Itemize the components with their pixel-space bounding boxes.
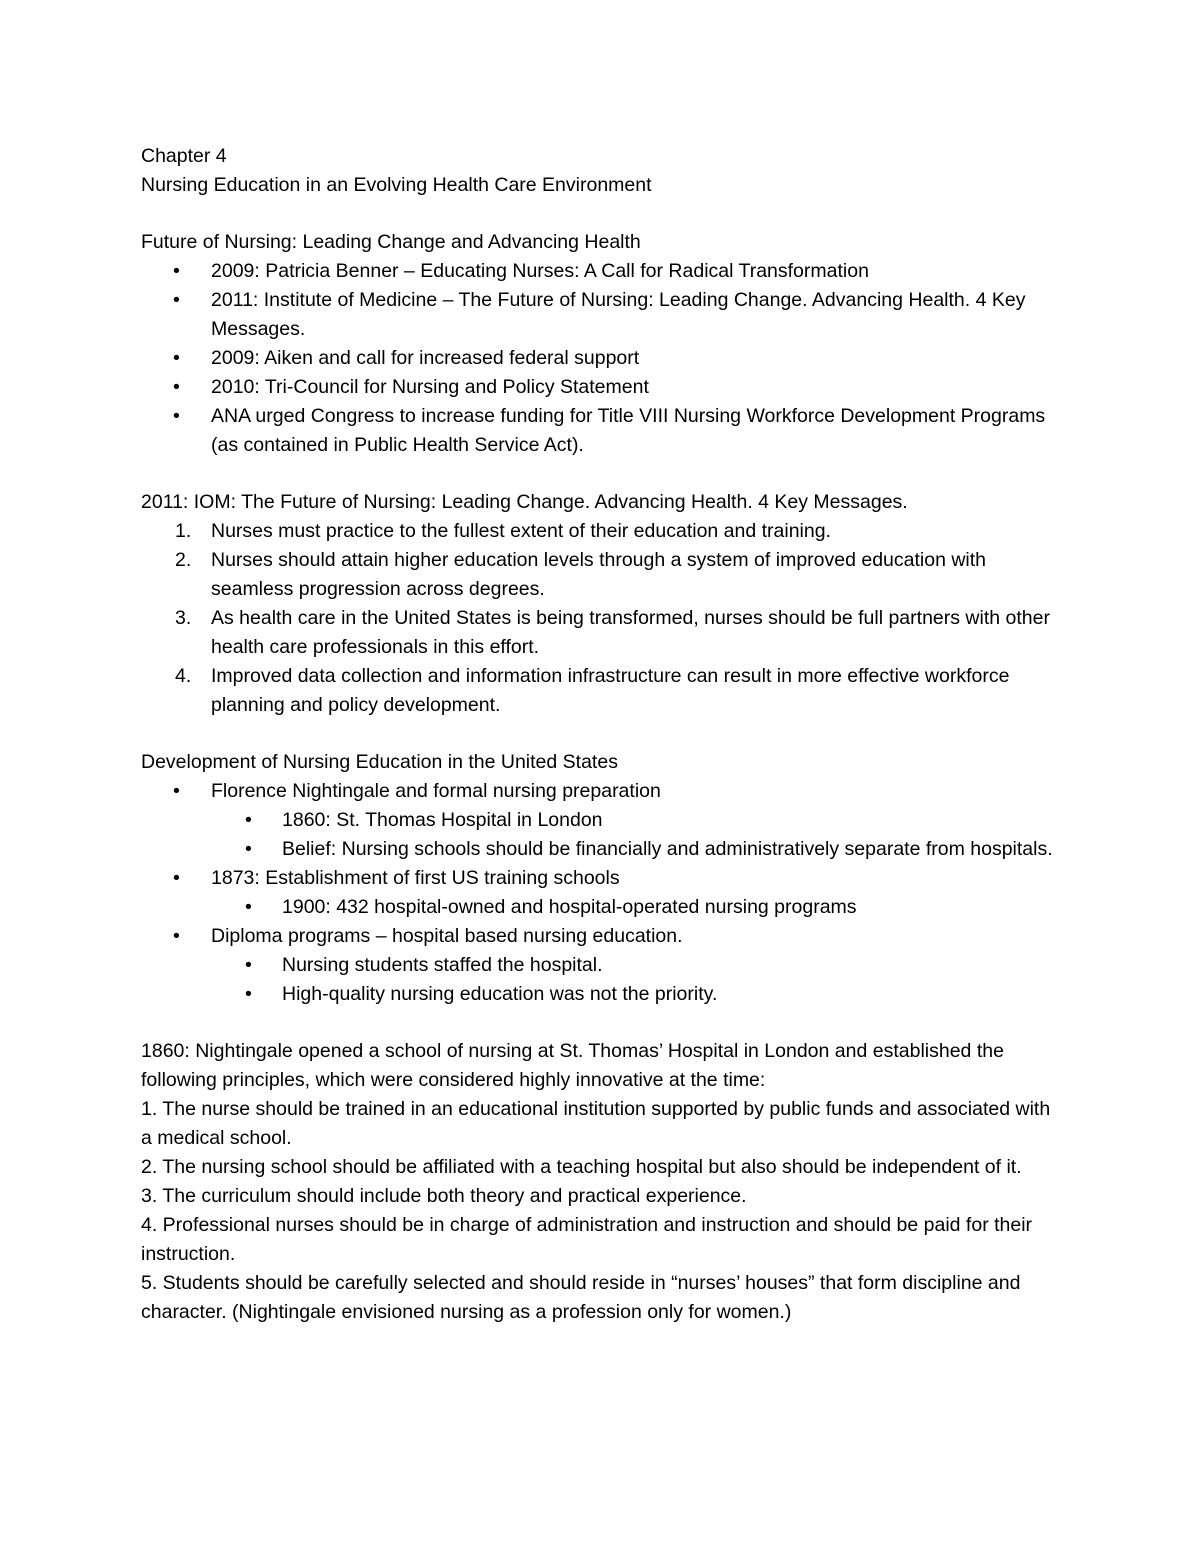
development-list	[141, 777, 1061, 806]
nightingale-intro-paragraph: 1860: Nightingale opened a school of nursing at St. Thomas’ Hospital in London and established the following principles, which were considered highly innovative at the time:	[141, 1040, 1004, 1091]
list-item	[141, 662, 1061, 720]
bullet-marker: •	[245, 896, 252, 918]
sub-list-item	[141, 980, 1061, 1009]
future-of-nursing-list	[141, 257, 1061, 460]
list-item	[141, 922, 1061, 951]
principle-paragraph: 5. Students should be carefully selected and should reside in “nurses’ houses” that form discipline and character. (Nightingale envisioned nursing as a profession only for women.)	[141, 1272, 1021, 1323]
principle-paragraph: 4. Professional nurses should be in charge of administration and instruction and should be paid for their instruction.	[141, 1214, 1033, 1265]
section-heading-future-of-nursing: Future of Nursing: Leading Change and Advancing Health	[141, 231, 641, 253]
list-item-text: Nurses must practice to the fullest extent of their education and training.	[211, 520, 832, 542]
list-item	[141, 286, 1061, 344]
spacer	[141, 460, 1061, 488]
spacer	[141, 200, 1061, 228]
sub-list-item	[141, 951, 1061, 980]
sub-list-item	[141, 835, 1061, 864]
list-item-text: 1873: Establishment of first US training schools	[211, 867, 620, 889]
sub-list-item	[141, 806, 1061, 835]
number-marker: 4.	[175, 665, 192, 687]
list-item-text: 2009: Patricia Benner – Educating Nurses: A Call for Radical Transformation	[211, 260, 869, 282]
list-item-text: 1900: 432 hospital-owned and hospital-operated nursing programs	[282, 896, 857, 918]
nightingale-sublist	[141, 806, 1061, 864]
development-list-continued	[141, 864, 1061, 893]
list-item	[141, 546, 1061, 604]
sub-list-item	[141, 893, 1061, 922]
bullet-marker: •	[245, 954, 252, 976]
list-item	[141, 517, 1061, 546]
list-item-text: 2011: Institute of Medicine – The Future of Nursing: Leading Change. Advancing Health. 4 Key Messages.	[211, 289, 1026, 340]
principle-paragraph: 3. The curriculum should include both theory and practical experience.	[141, 1185, 747, 1207]
bullet-marker: •	[173, 780, 180, 802]
bullet-marker: •	[173, 867, 180, 889]
key-messages-list	[141, 517, 1061, 720]
bullet-marker: •	[173, 260, 180, 282]
bullet-marker: •	[173, 347, 180, 369]
bullet-marker: •	[173, 925, 180, 947]
list-item-text: Nurses should attain higher education levels through a system of improved education with seamless progression across degrees.	[211, 549, 987, 600]
bullet-marker: •	[245, 809, 252, 831]
spacer	[141, 1009, 1061, 1037]
chapter-label: Chapter 4	[141, 145, 227, 167]
principle-paragraph: 1. The nurse should be trained in an educational institution supported by public funds and associated with a medical school.	[141, 1098, 1051, 1149]
training-schools-sublist	[141, 893, 1061, 922]
number-marker: 2.	[175, 549, 192, 571]
list-item-text: Diploma programs – hospital based nursing education.	[211, 925, 683, 947]
document-page	[141, 142, 1061, 1327]
bullet-marker: •	[173, 405, 180, 427]
chapter-title: Nursing Education in an Evolving Health Care Environment	[141, 174, 652, 196]
development-list-continued	[141, 922, 1061, 951]
diploma-programs-sublist	[141, 951, 1061, 1009]
list-item-text: As health care in the United States is being transformed, nurses should be full partners with other health care professionals in this effort.	[211, 607, 1050, 658]
number-marker: 1.	[175, 520, 192, 542]
bullet-marker: •	[245, 983, 252, 1005]
list-item-text: 2009: Aiken and call for increased federal support	[211, 347, 640, 369]
list-item-text: ANA urged Congress to increase funding for Title VIII Nursing Workforce Development Programs (as contained in Public Health Service Act).	[211, 405, 1046, 456]
list-item	[141, 257, 1061, 286]
list-item-text: Florence Nightingale and formal nursing preparation	[211, 780, 661, 802]
spacer	[141, 720, 1061, 748]
list-item	[141, 344, 1061, 373]
section-heading-development: Development of Nursing Education in the United States	[141, 751, 618, 773]
list-item	[141, 402, 1061, 460]
list-item-text: 2010: Tri-Council for Nursing and Policy Statement	[211, 376, 649, 398]
bullet-marker: •	[173, 289, 180, 311]
list-item	[141, 777, 1061, 806]
bullet-marker: •	[173, 376, 180, 398]
bullet-marker: •	[245, 838, 252, 860]
list-item-text: 1860: St. Thomas Hospital in London	[282, 809, 603, 831]
list-item-text: Improved data collection and information infrastructure can result in more effective workforce planning and policy development.	[211, 665, 1010, 716]
list-item	[141, 373, 1061, 402]
list-item	[141, 604, 1061, 662]
number-marker: 3.	[175, 607, 192, 629]
list-item-text: Nursing students staffed the hospital.	[282, 954, 603, 976]
list-item	[141, 864, 1061, 893]
section-heading-iom-key-messages: 2011: IOM: The Future of Nursing: Leading Change. Advancing Health. 4 Key Messages.	[141, 491, 908, 513]
list-item-text: High-quality nursing education was not the priority.	[282, 983, 718, 1005]
list-item-text: Belief: Nursing schools should be financially and administratively separate from hospitals.	[282, 838, 1053, 860]
principle-paragraph: 2. The nursing school should be affiliated with a teaching hospital but also should be independent of it.	[141, 1156, 1022, 1178]
